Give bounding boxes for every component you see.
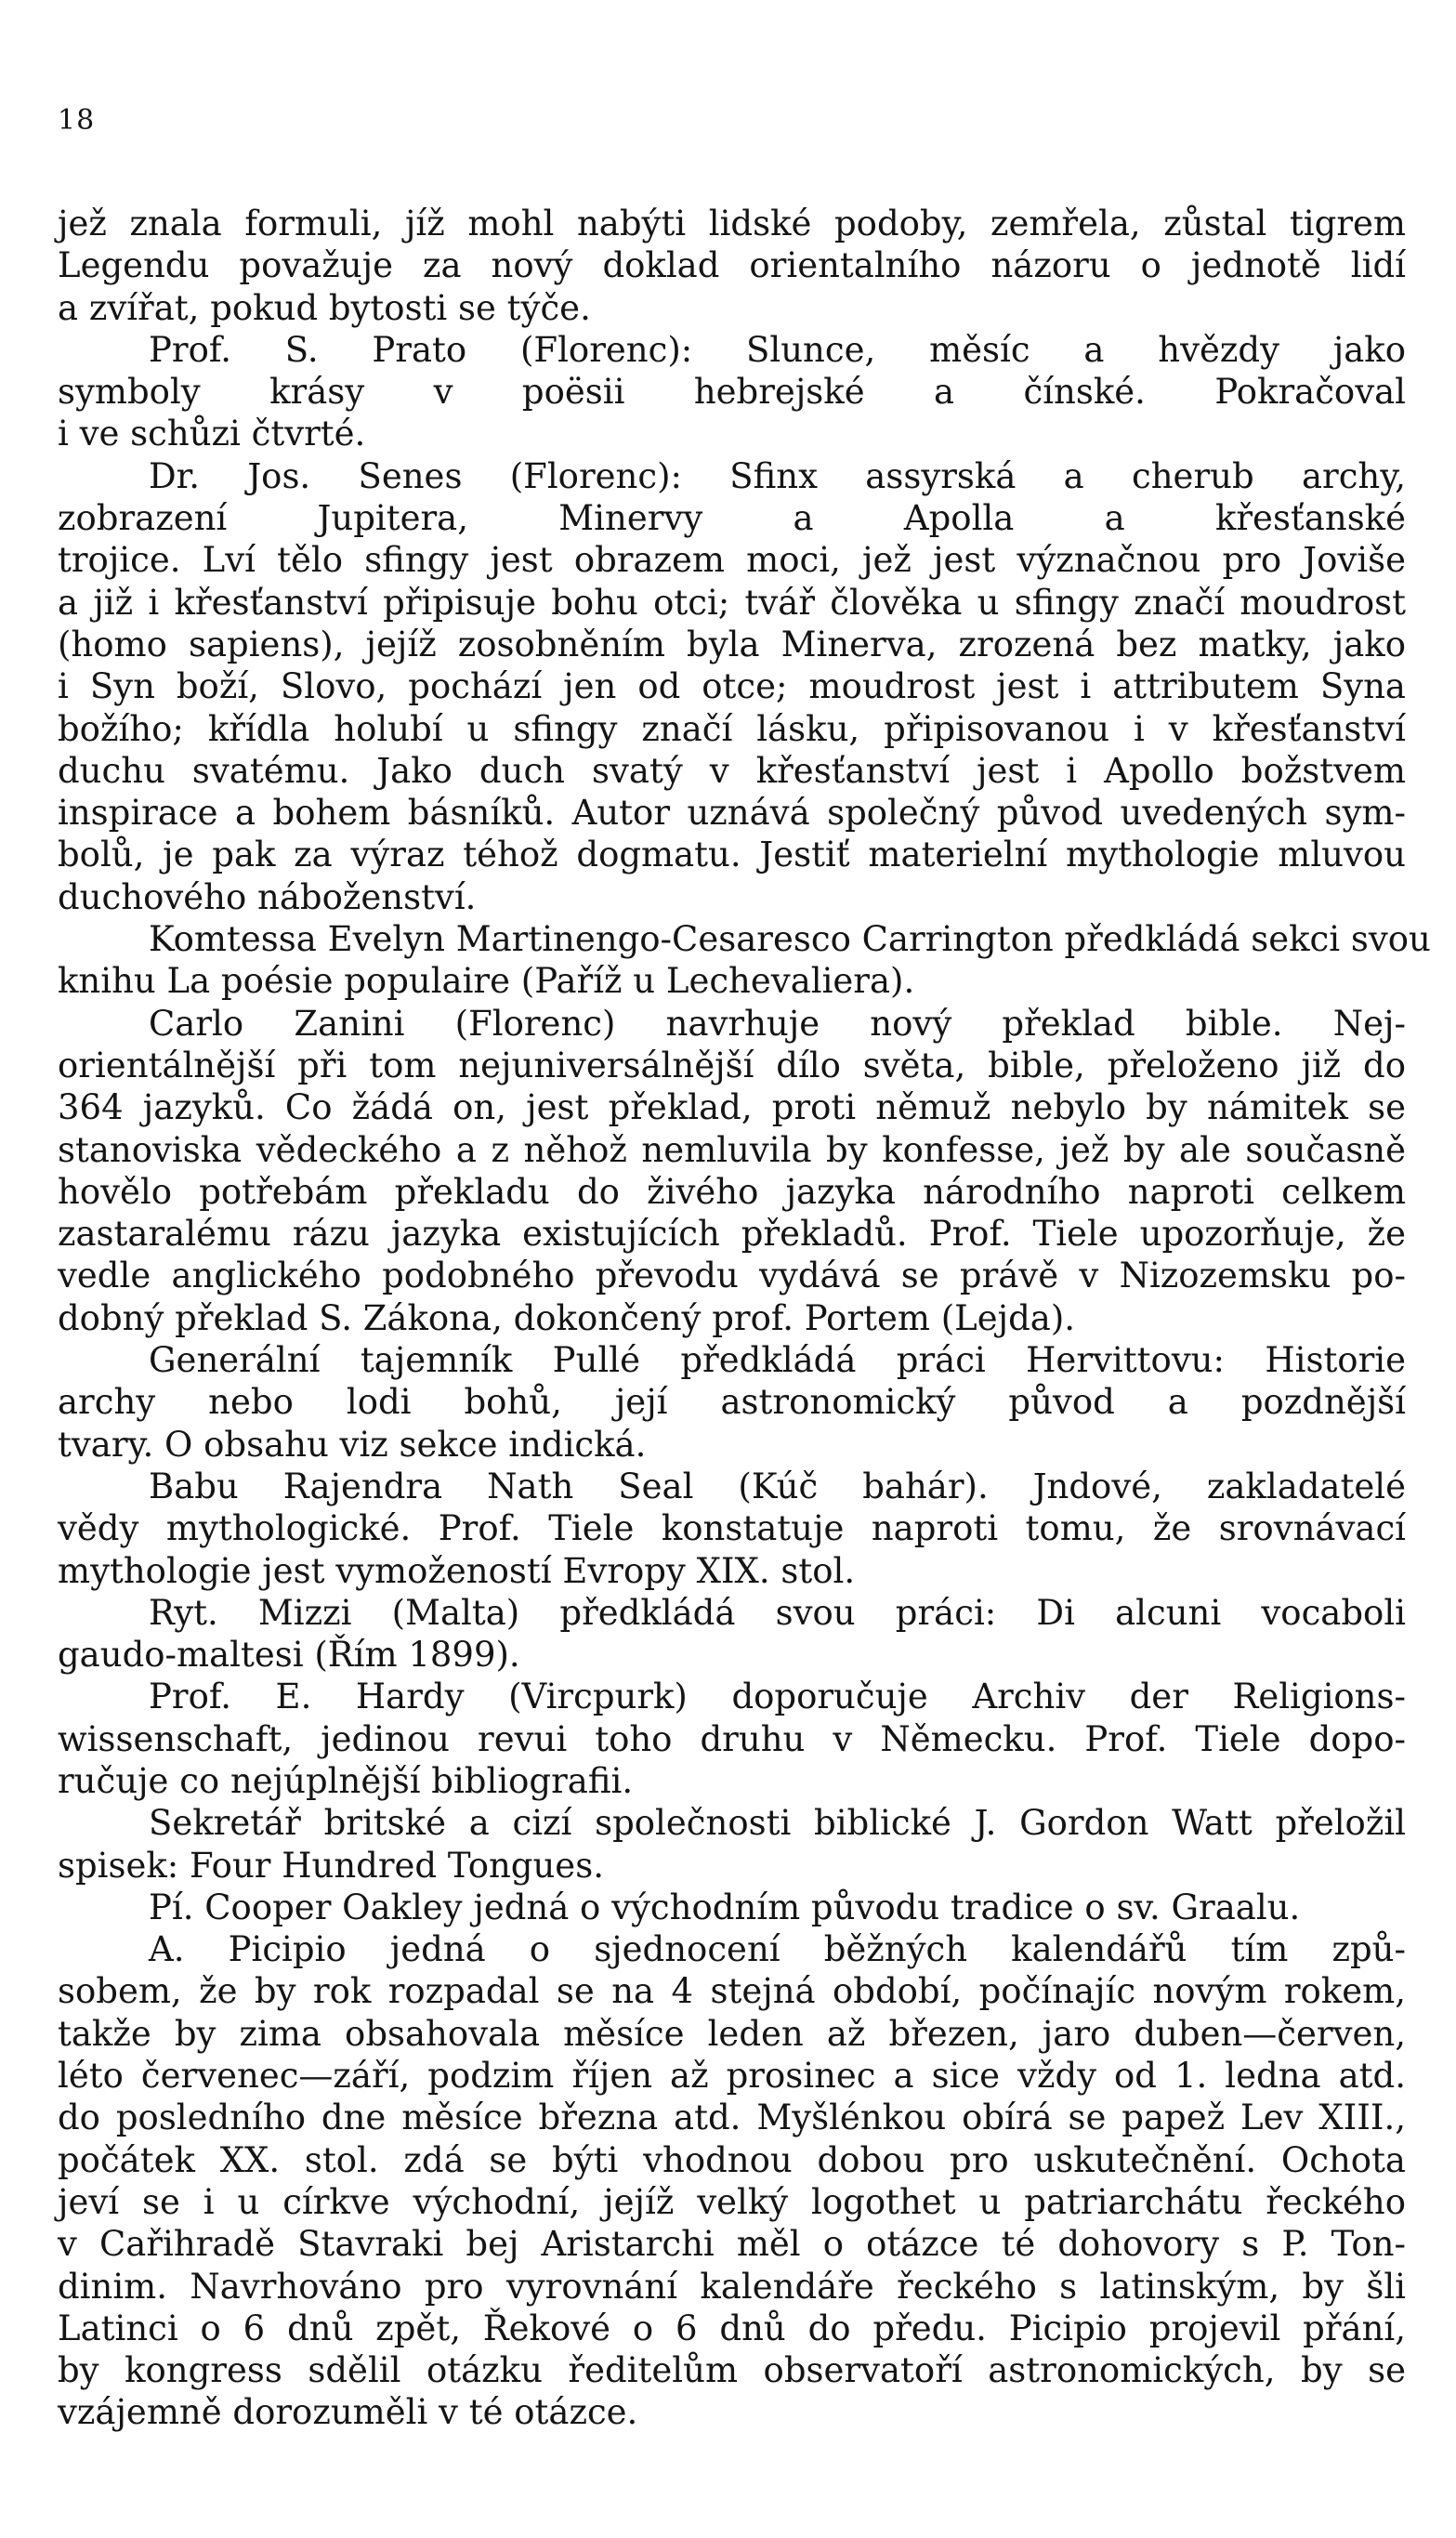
text-line: duchu svatému. Jako duch svatý v křesťanství jest i Apollo božstvem	[58, 750, 1406, 791]
text-line: jeví se i u církve východní, jejíž velký logothet u patriarchátu řeckého	[58, 2181, 1406, 2222]
text-line: vědy mythologické. Prof. Tiele konstatuje naproti tomu, že srovnávací	[58, 1508, 1406, 1549]
text-line: dinim. Navrhováno pro vyrovnání kalendáře řeckého s latinským, by šli	[58, 2266, 1406, 2307]
body-text	[58, 203, 1431, 2434]
text-line: stanoviska vědeckého a z něhož nemluvila by konfesse, jež by ale současně	[58, 1129, 1406, 1170]
text-line: Babu Rajendra Nath Seal (Kúč bahár). Jndové, zakladatelé	[149, 1466, 1406, 1506]
text-line: bolů, je pak za výraz téhož dogmatu. Jestiť materielní mythologie mluvou	[58, 835, 1406, 875]
text-line: gaudo-maltesi (Řím 1899).	[58, 1635, 520, 1676]
text-line: Generální tajemník Pullé předkládá práci Hervittovu: Historie	[149, 1340, 1406, 1381]
text-line: symboly krásy v poësii hebrejské a čínské. Pokračoval	[58, 372, 1406, 413]
text-line: počátek XX. stol. zdá se býti vhodnou dobou pro uskutečnění. Ochota	[58, 2139, 1406, 2180]
text-line: do posledního dne měsíce března atd. Myšlénkou obírá se papež Lev XIII.,	[58, 2097, 1406, 2138]
text-line: tvary. O obsahu viz sekce indická.	[58, 1424, 647, 1465]
text-line: spisek: Four Hundred Tongues.	[58, 1845, 604, 1886]
text-line: takže by zima obsahovala měsíce leden až březen, jaro duben—červen,	[58, 2013, 1406, 2054]
text-line: trojice. Lví tělo sfingy jest obrazem moci, jež jest význačnou pro Joviše	[58, 540, 1406, 581]
text-line: i Syn boží, Slovo, pochází jen od otce; moudrost jest i attributem Syna	[58, 666, 1406, 707]
text-line: A. Picipio jedná o sjednocení běžných kalendářů tím způ-	[149, 1929, 1406, 1970]
text-line: dobný překlad S. Zákona, dokončený prof. Portem (Lejda).	[58, 1297, 1076, 1338]
text-line: Legendu považuje za nový doklad orientalního názoru o jednotě lidí	[58, 245, 1406, 286]
text-line: Komtessa Evelyn Martinengo-Cesaresco Carrington předkládá sekci svou	[149, 919, 1431, 960]
text-line: v Cařihradě Stavraki bej Aristarchi měl o otázce té dohovory s P. Ton-	[58, 2224, 1406, 2265]
text-line: Prof. E. Hardy (Vircpurk) doporučuje Archiv der Religions-	[149, 1677, 1406, 1717]
text-line: (homo sapiens), jejíž zosobněním byla Minerva, zrozená bez matky, jako	[58, 624, 1406, 664]
text-line: 364 jazyků. Co žádá on, jest překlad, proti němuž nebylo by námitek se	[58, 1087, 1406, 1128]
text-line: orientálnější při tom nejuniversálnější dílo světa, bible, přeloženo již do	[58, 1045, 1406, 1085]
text-line: Sekretář britské a cizí společnosti biblické J. Gordon Watt přeložil	[149, 1803, 1406, 1844]
text-line: sobem, že by rok rozpadal se na 4 stejná období, počínajíc novým rokem,	[58, 1971, 1406, 2012]
text-line: Ryt. Mizzi (Malta) předkládá svou práci: Di alcuni vocaboli	[149, 1592, 1406, 1633]
text-line: duchového náboženství.	[58, 876, 477, 917]
text-line: a zvířat, pokud bytosti se týče.	[58, 287, 591, 328]
text-line: zastaralému rázu jazyka existujících překladů. Prof. Tiele upozorňuje, že	[58, 1214, 1406, 1255]
text-line: hovělo potřebám překladu do živého jazyka národního naproti celkem	[58, 1171, 1406, 1212]
text-line: wissenschaft, jedinou revui toho druhu v Německu. Prof. Tiele dopo-	[58, 1718, 1406, 1759]
text-line: by kongress sdělil otázku ředitelům observatoří astronomických, by se	[58, 2350, 1406, 2391]
text-line: léto červenec—září, podzim říjen až prosinec a sice vždy od 1. ledna atd.	[58, 2056, 1406, 2097]
text-line: archy nebo lodi bohů, její astronomický původ a pozdnější	[58, 1382, 1406, 1423]
text-line: vzájemně dorozuměli v té otázce.	[58, 2392, 638, 2433]
text-line: Prof. S. Prato (Florenc): Slunce, měsíc a hvězdy jako	[149, 329, 1406, 370]
text-line: inspirace a bohem básníků. Autor uznává společný původ uvedených sym-	[58, 793, 1406, 834]
text-line: Pí. Cooper Oakley jedná o východním původu tradice o sv. Graalu.	[149, 1887, 1301, 1927]
text-line: mythologie jest vymožeností Evropy XIX. stol.	[58, 1550, 856, 1591]
page-number: 18	[58, 104, 96, 137]
text-line: zobrazení Jupitera, Minervy a Apolla a křesťanské	[58, 498, 1406, 539]
text-line: Dr. Jos. Senes (Florenc): Sfinx assyrská a cherub archy,	[149, 455, 1406, 496]
text-line: vedle anglického podobného převodu vydává se právě v Nizozemsku po-	[58, 1256, 1406, 1296]
text-line: jež znala formuli, jíž mohl nabýti lidské podoby, zemřela, zůstal tigrem	[58, 204, 1406, 243]
text-line: Latinci o 6 dnů zpět, Řekové o 6 dnů do předu. Picipio projevil přání,	[58, 2308, 1406, 2348]
text-line: božího; křídla holubí u sfingy značí lásku, připisovanou i v křesťanství	[58, 708, 1406, 749]
text-line: i ve schůzi čtvrté.	[58, 414, 366, 454]
text-line: a již i křesťanství připisuje bohu otci; tvář člověka u sfingy značí moudrost	[58, 582, 1406, 623]
text-line: knihu La poésie populaire (Paříž u Lechevaliera).	[58, 961, 915, 1002]
text-line: Carlo Zanini (Florenc) navrhuje nový překlad bible. Nej-	[149, 1003, 1406, 1044]
text-line: ručuje co nejúplnější bibliografii.	[58, 1760, 634, 1801]
